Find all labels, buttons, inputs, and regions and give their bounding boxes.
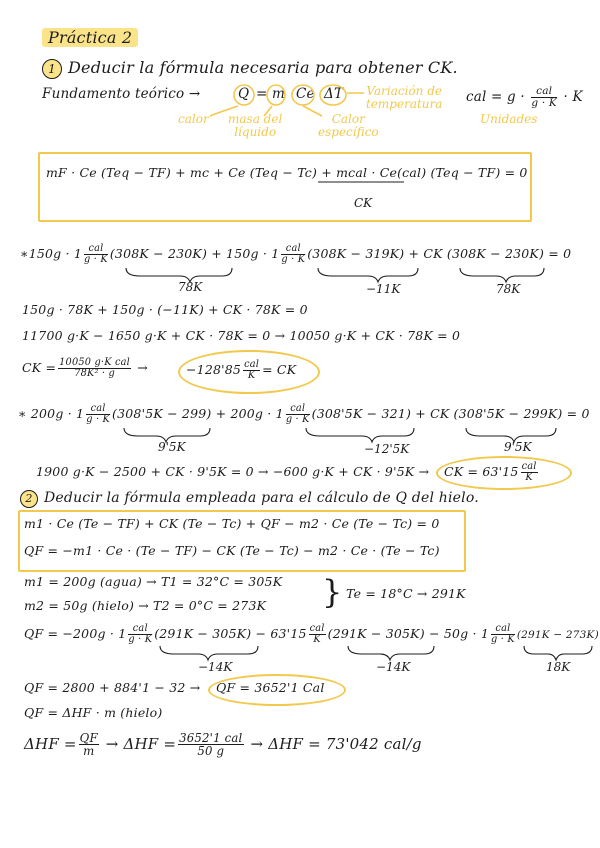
qf-brace-3	[524, 646, 592, 660]
calc2-result-frac	[521, 462, 538, 483]
qf-brace-1	[160, 646, 258, 660]
qf-result: QF = 3652'1 Cal	[216, 680, 325, 695]
qf-frac-3-den: g · K	[491, 634, 515, 646]
calc1-under-3: 78K	[496, 282, 521, 296]
calc1-frac-1	[84, 244, 108, 265]
ck-lhs: CK =	[22, 360, 57, 376]
qf-frac-1-den: g · K	[128, 634, 153, 646]
note-calor-especifico: Calor específico	[318, 112, 379, 139]
qf-frac-2	[309, 624, 326, 645]
formula-dt: ΔT	[324, 86, 344, 102]
section2-heading	[20, 490, 479, 508]
calc1-frac-2-den: g · K	[281, 254, 306, 266]
data-m1: m1 = 200g (agua) → T1 = 32°C = 305K	[24, 574, 283, 589]
calc2-frac-1-num: cal	[86, 404, 110, 415]
calc1-frac-1-den: g · K	[84, 254, 108, 266]
calc2-frac-1-den: g · K	[86, 414, 111, 426]
calc2-brace-2	[306, 428, 414, 442]
calc2-frac-1	[86, 404, 110, 425]
qf-frac-1-num: cal	[128, 624, 152, 635]
calc1-frac-2-num: cal	[281, 244, 305, 255]
section1-number: 1	[42, 59, 62, 79]
section2-number: 2	[20, 490, 38, 508]
section2-heading-text: Deducir la fórmula empleada para el cálculo de Q del hielo.	[44, 490, 479, 506]
calc2-l1-b: (308'5K − 299) + 200g · 1	[112, 406, 284, 422]
formula-ce: Ce	[296, 86, 315, 102]
qf-under-3: 18K	[546, 660, 571, 674]
calc2-result-value: CK = 63'15	[444, 464, 519, 480]
ck-result-tail: = CK	[262, 362, 297, 378]
calc2-line1	[18, 404, 590, 425]
box1-under-ck: CK	[354, 196, 373, 210]
calc1-ck-line	[22, 358, 148, 379]
qf-under-1: −14K	[198, 660, 233, 674]
units-k: · K	[563, 89, 583, 106]
dh-frac-2-num: 3652'1 cal	[179, 731, 243, 745]
calc2-l1-c: (308'5K − 321) + CK (308'5K − 299K) = 0	[311, 406, 590, 422]
fundamento-label: Fundamento teórico →	[42, 86, 201, 102]
data-brace: }	[322, 573, 343, 611]
ck-result-num: cal	[244, 359, 260, 370]
ck-result-den: K	[247, 370, 256, 382]
formula-q: Q	[238, 86, 250, 102]
formula-equals: =	[256, 86, 268, 102]
qf-frac-3	[491, 624, 515, 645]
note-unidades: Unidades	[480, 112, 538, 126]
calc2-result-num: cal	[521, 461, 537, 472]
dh-lhs: ΔHF =	[24, 734, 77, 753]
dh-frac-2-den: 50 g	[197, 744, 225, 759]
dh-mid: → ΔHF =	[105, 734, 177, 753]
calc2-under-2: −12'5K	[364, 442, 410, 456]
qf-brace-2	[348, 646, 434, 660]
calc2-frac-2-den: g · K	[285, 414, 310, 426]
qf-b: (291K − 305K) − 63'15	[154, 626, 307, 642]
dh-final: → ΔHF = 73'042 cal/g	[250, 734, 422, 753]
calc1-brace-3	[460, 268, 544, 282]
box2-line1: m1 · Ce (Te − TF) + CK (Te − Tc) + QF − m2 · Ce (Te − Tc) = 0	[24, 516, 440, 531]
calc1-l1-a: ∗150g · 1	[20, 246, 83, 262]
section1-heading-text: Deducir la fórmula necesaria para obtener CK.	[68, 58, 458, 77]
qf-frac-3-num: cal	[491, 624, 515, 635]
box2-line2: QF = −m1 · Ce · (Te − TF) − CK (Te − Tc) − m2 · Ce · (Te − Tc)	[24, 543, 440, 558]
ck-num: 10050 g·K cal	[59, 357, 130, 368]
calc2-result	[444, 462, 540, 483]
qf-definition: QF = ΔHF · m (hielo)	[24, 705, 163, 720]
box1-formula: mF · Ce (Teq − TF) + mc + Ce (Teq − Tc) + mcal · Ce(cal) (Teq − TF) = 0	[46, 165, 528, 180]
data-te: Te = 18°C → 291K	[346, 586, 466, 601]
page-title	[42, 28, 138, 47]
qf-c: (291K − 305K) − 50g · 1	[327, 626, 489, 642]
formula-box-1	[38, 152, 532, 222]
calc2-under-1: 9'5K	[158, 440, 186, 454]
calc1-frac-2	[281, 244, 305, 265]
dh-frac-2	[178, 732, 243, 758]
ck-fraction	[58, 358, 131, 379]
qf-sum: QF = 2800 + 884'1 − 32 →	[24, 680, 201, 695]
data-m2: m2 = 50g (hielo) → T2 = 0°C = 273K	[24, 598, 267, 613]
calc1-under-1: 78K	[178, 280, 203, 294]
ck-arrow: →	[137, 360, 148, 376]
dh-line	[24, 732, 422, 758]
qf-frac-2-num: cal	[309, 623, 325, 634]
calc2-l1-a: ∗ 200g · 1	[18, 406, 85, 422]
dh-frac-1-num: QF	[79, 731, 98, 745]
ck-result-value: −128'85	[186, 362, 242, 378]
calc1-frac-1-num: cal	[84, 244, 108, 255]
calc2-frac-2	[286, 404, 310, 425]
qf-d: (291K − 273K)	[516, 629, 599, 642]
dh-frac-1-den: m	[83, 744, 95, 759]
units-num: cal	[531, 86, 557, 98]
section1-heading	[42, 58, 458, 79]
units-fraction	[531, 86, 557, 109]
calc1-line3: 11700 g·K − 1650 g·K + CK · 78K = 0 → 10050 g·K + CK · 78K = 0	[22, 328, 461, 343]
calc1-l1-b: (308K − 230K) + 150g · 1	[109, 246, 280, 262]
units-formula	[466, 86, 583, 109]
calc2-result-den: K	[525, 472, 533, 484]
calc1-l1-c: (308K − 319K) + CK (308K − 230K) = 0	[307, 246, 572, 262]
ck-den: 78K² · g	[74, 368, 115, 380]
qf-frac-2-den: K	[313, 634, 321, 646]
calc2-under-3: 9'5K	[504, 440, 532, 454]
calc1-under-2: −11K	[366, 282, 401, 296]
calc1-brace-2	[318, 268, 418, 282]
note-variacion: Variación de temperatura	[366, 84, 443, 111]
calc2-line2: 1900 g·K − 2500 + CK · 9'5K = 0 → −600 g·K + CK · 9'5K →	[36, 464, 430, 479]
qf-line	[24, 624, 599, 645]
ck-result-frac	[243, 360, 260, 381]
qf-frac-1	[128, 624, 152, 645]
calc2-frac-2-num: cal	[286, 404, 310, 415]
formula-m: m	[272, 86, 286, 102]
qf-under-2: −14K	[376, 660, 411, 674]
calc1-line2: 150g · 78K + 150g · (−11K) + CK · 78K = 0	[22, 302, 308, 317]
note-masa: masa del líquido	[228, 112, 283, 139]
qf-a: QF = −200g · 1	[24, 626, 127, 642]
dh-frac-1	[79, 732, 99, 758]
calc1-line1	[20, 244, 571, 265]
ck-result	[186, 360, 296, 381]
units-lhs: cal = g ·	[466, 89, 525, 106]
units-den: g · K	[531, 97, 557, 110]
title-text: Práctica 2	[42, 28, 138, 47]
note-calor: calor	[178, 112, 209, 126]
